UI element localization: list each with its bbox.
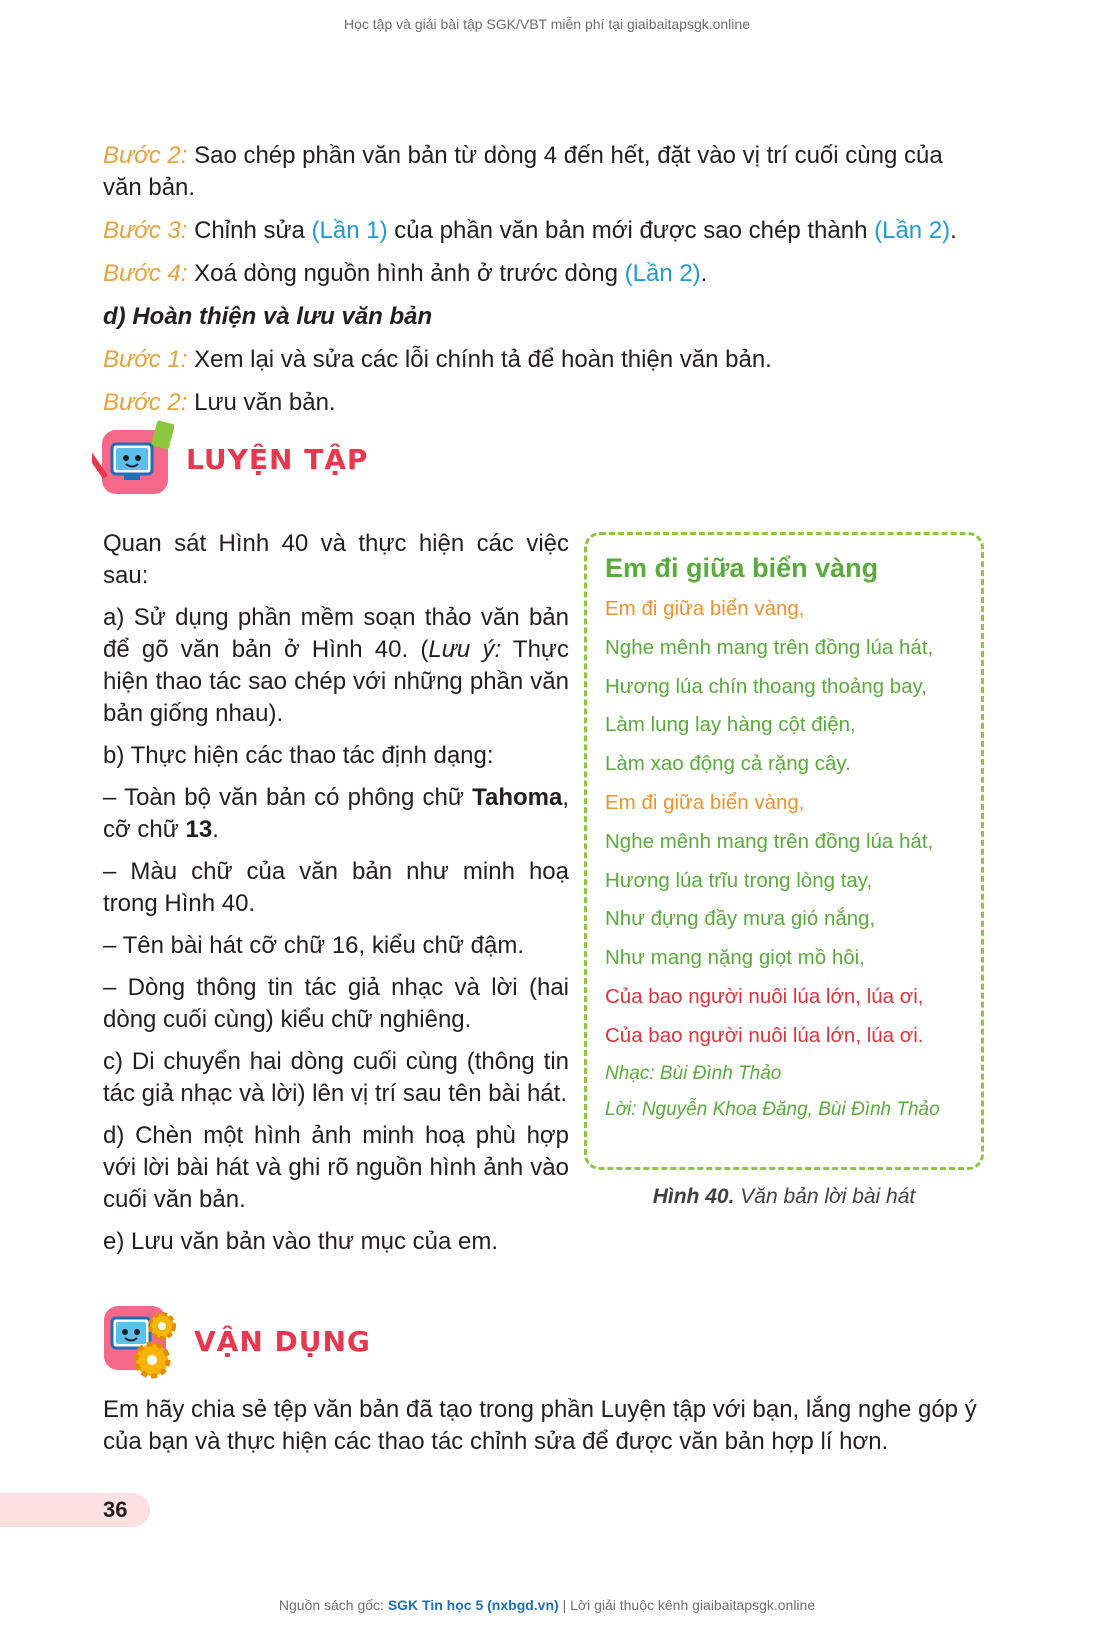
step-text: Xoá dòng nguồn hình ảnh ở trước dòng [187, 260, 625, 287]
step-label: Bước 4: [103, 260, 188, 287]
exercise-d: d) Chèn một hình ảnh minh hoạ phù hợp với lời bài hát và ghi rõ nguồn hình ảnh vào cuối văn bản. [103, 1122, 569, 1213]
computer-pencil-icon [92, 420, 174, 498]
poem-line: Nghe mênh mang trên đồng lúa hát, [605, 635, 934, 659]
exercise-text: a) Sử dụng phần mềm soạn thảo văn bản để gõ văn bản ở Hình 40. ( [103, 604, 569, 663]
font-size: 13 [185, 816, 213, 843]
step-text: Sao chép phần văn bản từ dòng 4 đến hết, đặt vào vị trí cuối cùng của văn bản. [103, 142, 943, 201]
poem-line: Em đi giữa biển vàng, [605, 790, 805, 814]
footer-suffix: | Lời giải thuộc kênh giaibaitapsgk.online [558, 1597, 816, 1613]
poem-line: Hương lúa trĩu trong lòng tay, [605, 868, 873, 892]
note-label: Lưu ý: [428, 636, 502, 663]
step-text: Chỉnh sửa [187, 217, 312, 244]
caption-label: Hình 40. [652, 1185, 735, 1208]
poem-line: Của bao người nuôi lúa lớn, lúa ơi, [605, 984, 924, 1008]
exercise-b4: – Dòng thông tin tác giả nhạc và lời (hai dòng cuối cùng) kiểu chữ nghiêng. [103, 974, 569, 1033]
figure-caption [584, 1185, 984, 1209]
exercise-e: e) Lưu văn bản vào thư mục của em. [103, 1228, 499, 1255]
poem-line: Nghe mênh mang trên đồng lúa hát, [605, 829, 934, 853]
van-dung-heading [100, 1302, 371, 1380]
step-label: Bước 3: [103, 217, 188, 244]
step-d1 [103, 344, 983, 376]
step-label: Bước 2: [103, 142, 188, 169]
van-dung-title: VẬN DỤNG [194, 1324, 371, 1358]
step-c3 [103, 215, 983, 247]
computer-gears-icon [100, 1302, 182, 1380]
step-text: của phần văn bản mới được sao chép thành [387, 217, 875, 244]
poem-line: Làm lung lay hàng cột điện, [605, 713, 856, 737]
step-text: . [950, 217, 957, 244]
luyen-tap-heading [92, 420, 368, 498]
exercise-text: Thực hiện thao tác sao chép với những phần văn bản giống nhau). [103, 636, 570, 727]
page-number: 36 [103, 1497, 128, 1522]
poem-line: Em đi giữa biển vàng, [605, 597, 805, 620]
exercise-a [103, 602, 569, 730]
step-d2 [103, 387, 983, 419]
highlight-lan-2: (Lần 2) [624, 260, 701, 287]
poem-line: Làm xao động cả rặng cây. [605, 752, 851, 776]
exercise-text: . [212, 816, 219, 843]
exercise-b1 [103, 782, 569, 846]
step-label: Bước 1: [103, 346, 188, 373]
footer [0, 1597, 1094, 1613]
poem-line: Của bao người nuôi lúa lớn, lúa ơi. [605, 1023, 924, 1047]
step-text: . [700, 260, 708, 287]
poem-music-credit: Nhạc: Bùi Đình Thảo [605, 1062, 782, 1084]
exercise-b3: – Tên bài hát cỡ chữ 16, kiểu chữ đậm. [103, 932, 524, 959]
poem-lyrics-credit: Lời: Nguyễn Khoa Đăng, Bùi Đình Thảo [605, 1098, 940, 1120]
poem-figure [584, 532, 984, 1170]
main-steps [103, 140, 983, 430]
highlight-lan-1: (Lần 1) [311, 217, 388, 244]
step-text: Lưu văn bản. [187, 389, 336, 416]
step-c2 [103, 140, 983, 204]
poem-line: Như đựng đầy mưa gió nắng, [605, 907, 876, 931]
step-label: Bước 2: [103, 389, 188, 416]
van-dung-text: Em hãy chia sẻ tệp văn bản đã tạo trong phần Luyện tập với bạn, lắng nghe góp ý của bạn và thực hiện các thao tác chỉnh sửa để được văn bản hợp lí hơn. [103, 1396, 977, 1455]
exercise-intro: Quan sát Hình 40 và thực hiện các việc sau: [103, 530, 569, 589]
luyen-tap-title: LUYỆN TẬP [186, 442, 369, 476]
page-number-tab [0, 1493, 150, 1527]
exercise-text: , cỡ chữ [103, 784, 569, 843]
step-text: Xem lại và sửa các lỗi chính tả để hoàn thiện văn bản. [187, 346, 772, 373]
exercise-list [103, 528, 569, 1268]
exercise-b2: – Màu chữ của văn bản như minh hoạ trong Hình 40. [103, 858, 569, 917]
poem-line: Như mang nặng giọt mồ hôi, [605, 946, 865, 970]
exercise-c: c) Di chuyển hai dòng cuối cùng (thông tin tác giả nhạc và lời) lên vị trí sau tên bài hát. [103, 1048, 569, 1107]
poem-line: Hương lúa chín thoang thoảng bay, [605, 674, 927, 698]
highlight-lan-2: (Lần 2) [874, 217, 951, 244]
section-d-heading: d) Hoàn thiện và lưu văn bản [103, 303, 433, 330]
exercise-text: – Toàn bộ văn bản có phông chữ [103, 784, 473, 811]
header-note: Học tập và giải bài tập SGK/VBT miễn phí tại giaibaitapsgk.online [344, 16, 750, 32]
footer-source-link[interactable]: SGK Tin học 5 (nxbgd.vn) [387, 1597, 559, 1613]
step-c4 [103, 258, 983, 290]
exercise-b: b) Thực hiện các thao tác định dạng: [103, 742, 494, 769]
font-name: Tahoma [472, 784, 563, 811]
poem-title: Em đi giữa biển vàng [605, 553, 879, 583]
footer-prefix: Nguồn sách gốc: [278, 1597, 388, 1613]
caption-text: Văn bản lời bài hát [734, 1185, 916, 1208]
